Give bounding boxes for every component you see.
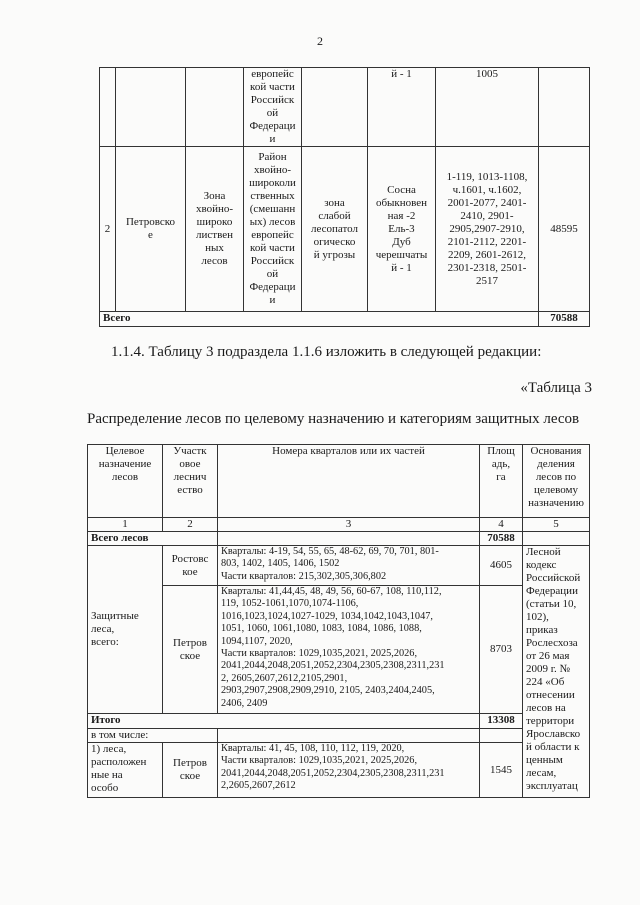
protective-label: Защитные леса, всего: [88, 546, 163, 714]
table-row [88, 546, 590, 586]
forest-zones-table [99, 67, 590, 327]
forest-distribution-table [87, 444, 590, 798]
subtotal-row [88, 714, 590, 729]
quarters-cell: 1-119, 1013-1108, ч.1601, ч.1602, 2001-2077, 2401- 2410, 2901- 2905,2907-2910, 2101-2112, 2201- 2209, 2601-2612, 2301-2318, 2501- 2517 [436, 147, 539, 312]
quarters-cell: Кварталы: 4-19, 54, 55, 65, 48-62, 69, 70, 701, 801- 803, 1402, 1405, 1406, 1502 Части кварталов: 215,302,305,306,802 [218, 546, 480, 586]
amendment-paragraph: 1.1.4. Таблицу 3 подраздела 1.1.6 изложить в следующей редакции: [111, 344, 542, 360]
basis-cell: Лесной кодекс Российской Федерации (статьи 10, 102), приказ Рослесхоза от 26 мая 2009 г. № 224 «Об отнесении лесов на территори Ярославско й области к ценным лесам, эксплуатац [523, 546, 590, 798]
header-area: Площ адь, га [480, 445, 523, 518]
category-cell: 1) леса, расположен ные на особо [88, 743, 163, 798]
district-cell: Петров ское [163, 743, 218, 798]
column-number: 5 [523, 518, 590, 532]
subtotal-label: Итого [88, 714, 480, 729]
area-cell: 1545 [480, 743, 523, 798]
including-label: в том числе: [88, 729, 218, 743]
total-label: Всего [100, 312, 539, 327]
total-value: 70588 [539, 312, 590, 327]
species-cell: Сосна обыкновен ная -2 Ель-3 Дуб черешчаты й - 1 [368, 147, 436, 312]
header-row [88, 445, 590, 518]
quarters-cell: Кварталы: 41,44,45, 48, 49, 56, 60-67, 108, 110,112, 119, 1052-1061,1070,1074-1106, 1016,1023,1024,1027-1029, 1034,1042,1043,1047, 1051, 1060, 1061,1080, 1083, 1084, 1086, 1088, 1094,1107, 2020, Части кварталов: 1029,1035,2021, 2025,2026, 2041,2044,2048,2051,2052,2304,2305,2308,2311,231 2, 2605,2607,2612,2105,2901, 2903,2907,2908,2909,2910, 2105, 2403,2404,2405, 2406, 2409 [218, 586, 480, 714]
column-number: 2 [163, 518, 218, 532]
header-purpose: Целевое назначение лесов [88, 445, 163, 518]
district-cell: Ростовс кое [163, 546, 218, 586]
district-cell: Петров ское [163, 586, 218, 714]
column-number: 3 [218, 518, 480, 532]
table-label: «Таблица 3 [520, 380, 592, 396]
pathology-cell: зона слабой лесопатол огическо й угрозы [302, 147, 368, 312]
table-row [88, 743, 590, 798]
page-number: 2 [317, 34, 323, 48]
header-district: Участк овое леснич ество [163, 445, 218, 518]
area-cell: 8703 [480, 586, 523, 714]
quarters-cell: 1005 [436, 68, 539, 147]
region-cell: европейс кой части Российск ой Федераци и [244, 68, 302, 147]
table-row [88, 729, 590, 743]
area-cell: 4605 [480, 546, 523, 586]
table-title: Распределение лесов по целевому назначению и категориям защитных лесов [87, 411, 580, 427]
species-cell: й - 1 [368, 68, 436, 147]
area-cell: 48595 [539, 147, 590, 312]
header-quarters: Номера кварталов или их частей [218, 445, 480, 518]
column-number-row [88, 518, 590, 532]
total-label: Всего лесов [88, 532, 218, 546]
quarters-cell: Кварталы: 41, 45, 108, 110, 112, 119, 2020, Части кварталов: 1029,1035,2021, 2025,2026, 2041,2044,2048,2051,2052,2304,2305,2308,2311,231 2,2605,2607,2612 [218, 743, 480, 798]
column-number: 4 [480, 518, 523, 532]
row-number: 2 [100, 147, 116, 312]
table-row [100, 68, 590, 147]
table-row [100, 147, 590, 312]
district-cell: Петровско е [116, 147, 186, 312]
zone-cell: Зона хвойно- широко листвен ных лесов [186, 147, 244, 312]
total-row [88, 532, 590, 546]
total-value: 70588 [480, 532, 523, 546]
column-number: 1 [88, 518, 163, 532]
subtotal-value: 13308 [480, 714, 523, 729]
header-basis: Основания деления лесов по целевому назначению [523, 445, 590, 518]
region-cell: Район хвойно- широколи ственных (смешанн ых) лесов европейс кой части Российск ой Федераци и [244, 147, 302, 312]
total-row [100, 312, 590, 327]
table-row [88, 586, 590, 714]
